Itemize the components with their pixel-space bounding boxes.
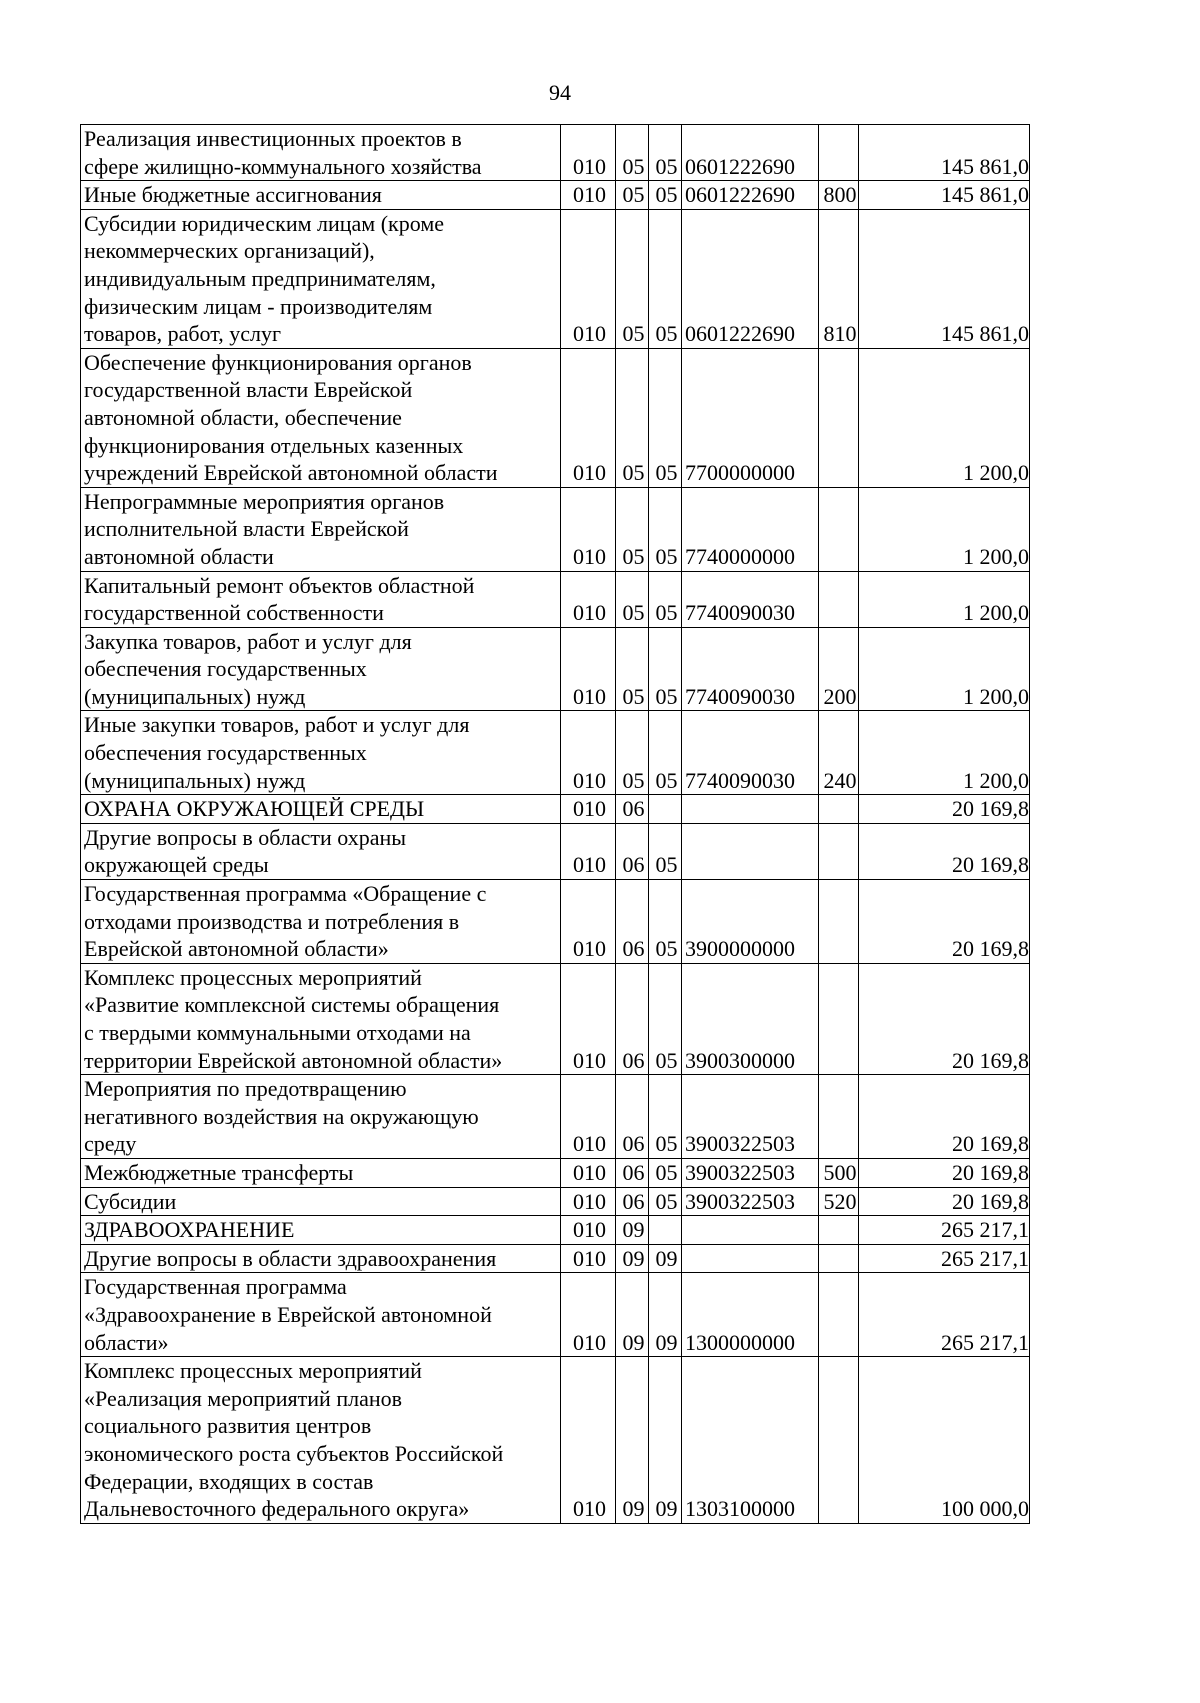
table-row: [81, 711, 1030, 795]
amount-cell: 1 200,0: [859, 627, 1030, 711]
subsection-code-cell: 05: [649, 487, 682, 571]
table-row: [81, 880, 1030, 964]
target-article-cell: [682, 1244, 819, 1273]
target-article-cell: 3900322503: [682, 1158, 819, 1187]
amount-cell: 145 861,0: [859, 209, 1030, 348]
row-name-cell: Капитальный ремонт объектов областной государственной собственности: [81, 571, 561, 627]
grbs-code-cell: 010: [561, 1357, 616, 1524]
table-row: [81, 125, 1030, 181]
subsection-code-cell: 05: [649, 627, 682, 711]
target-article-cell: 1303100000: [682, 1357, 819, 1524]
target-article-cell: 3900322503: [682, 1075, 819, 1159]
subsection-code-cell: 05: [649, 963, 682, 1074]
row-name-cell: ОХРАНА ОКРУЖАЮЩЕЙ СРЕДЫ: [81, 795, 561, 824]
table-row: [81, 627, 1030, 711]
amount-cell: 20 169,8: [859, 1158, 1030, 1187]
target-article-cell: 7700000000: [682, 348, 819, 487]
table-row: [81, 963, 1030, 1074]
expense-type-cell: [819, 880, 859, 964]
amount-cell: 1 200,0: [859, 487, 1030, 571]
row-name-cell: Непрограммные мероприятия органов исполнительной власти Еврейской автономной области: [81, 487, 561, 571]
expense-type-cell: [819, 1244, 859, 1273]
grbs-code-cell: 010: [561, 627, 616, 711]
section-code-cell: 06: [616, 1158, 649, 1187]
grbs-code-cell: 010: [561, 963, 616, 1074]
grbs-code-cell: 010: [561, 1216, 616, 1245]
amount-cell: 20 169,8: [859, 1187, 1030, 1216]
subsection-code-cell: 05: [649, 711, 682, 795]
subsection-code-cell: [649, 795, 682, 824]
amount-cell: 145 861,0: [859, 181, 1030, 210]
subsection-code-cell: 05: [649, 571, 682, 627]
expense-type-cell: 200: [819, 627, 859, 711]
target-article-cell: [682, 823, 819, 879]
target-article-cell: 0601222690: [682, 181, 819, 210]
subsection-code-cell: 05: [649, 181, 682, 210]
target-article-cell: 7740090030: [682, 627, 819, 711]
amount-cell: 20 169,8: [859, 795, 1030, 824]
grbs-code-cell: 010: [561, 795, 616, 824]
amount-cell: 145 861,0: [859, 125, 1030, 181]
subsection-code-cell: 09: [649, 1357, 682, 1524]
section-code-cell: 09: [616, 1273, 649, 1357]
table-row: [81, 1273, 1030, 1357]
target-article-cell: [682, 1216, 819, 1245]
table-row: [81, 1216, 1030, 1245]
table-row: [81, 1357, 1030, 1524]
row-name-cell: Другие вопросы в области охраны окружающей среды: [81, 823, 561, 879]
amount-cell: 1 200,0: [859, 348, 1030, 487]
expense-type-cell: [819, 823, 859, 879]
subsection-code-cell: 09: [649, 1273, 682, 1357]
table-row: [81, 209, 1030, 348]
expense-type-cell: [819, 348, 859, 487]
section-code-cell: 06: [616, 823, 649, 879]
expense-type-cell: [819, 963, 859, 1074]
grbs-code-cell: 010: [561, 125, 616, 181]
section-code-cell: 06: [616, 1075, 649, 1159]
subsection-code-cell: 09: [649, 1244, 682, 1273]
row-name-cell: Мероприятия по предотвращению негативного воздействия на окружающую среду: [81, 1075, 561, 1159]
amount-cell: 1 200,0: [859, 711, 1030, 795]
grbs-code-cell: 010: [561, 880, 616, 964]
section-code-cell: 05: [616, 348, 649, 487]
target-article-cell: 0601222690: [682, 209, 819, 348]
amount-cell: 265 217,1: [859, 1273, 1030, 1357]
section-code-cell: 09: [616, 1244, 649, 1273]
page-number: 94: [549, 80, 571, 105]
subsection-code-cell: 05: [649, 1075, 682, 1159]
expense-type-cell: [819, 571, 859, 627]
row-name-cell: Субсидии: [81, 1187, 561, 1216]
amount-cell: 20 169,8: [859, 880, 1030, 964]
expense-type-cell: [819, 1075, 859, 1159]
target-article-cell: 0601222690: [682, 125, 819, 181]
subsection-code-cell: 05: [649, 880, 682, 964]
section-code-cell: 09: [616, 1357, 649, 1524]
expense-type-cell: [819, 1273, 859, 1357]
subsection-code-cell: 05: [649, 209, 682, 348]
target-article-cell: 7740090030: [682, 571, 819, 627]
grbs-code-cell: 010: [561, 711, 616, 795]
table-row: [81, 1075, 1030, 1159]
row-name-cell: Иные бюджетные ассигнования: [81, 181, 561, 210]
subsection-code-cell: 05: [649, 348, 682, 487]
section-code-cell: 05: [616, 125, 649, 181]
target-article-cell: [682, 795, 819, 824]
section-code-cell: 05: [616, 209, 649, 348]
expense-type-cell: [819, 487, 859, 571]
target-article-cell: 3900300000: [682, 963, 819, 1074]
table-row: [81, 487, 1030, 571]
amount-cell: 265 217,1: [859, 1244, 1030, 1273]
section-code-cell: 05: [616, 711, 649, 795]
target-article-cell: 3900322503: [682, 1187, 819, 1216]
section-code-cell: 05: [616, 627, 649, 711]
table-body: [81, 125, 1030, 1524]
row-name-cell: Обеспечение функционирования органов государственной власти Еврейской автономной области, обеспечение функционирования отдельных казенных учреждений Еврейской автономной области: [81, 348, 561, 487]
table-row: [81, 1244, 1030, 1273]
grbs-code-cell: 010: [561, 1158, 616, 1187]
budget-table: [80, 124, 1030, 1524]
section-code-cell: 09: [616, 1216, 649, 1245]
amount-cell: 20 169,8: [859, 823, 1030, 879]
expense-type-cell: [819, 1357, 859, 1524]
row-name-cell: ЗДРАВООХРАНЕНИЕ: [81, 1216, 561, 1245]
section-code-cell: 06: [616, 1187, 649, 1216]
target-article-cell: 7740090030: [682, 711, 819, 795]
row-name-cell: Комплекс процессных мероприятий «Развитие комплексной системы обращения с твердыми коммунальными отходами на территории Еврейской автономной области»: [81, 963, 561, 1074]
grbs-code-cell: 010: [561, 181, 616, 210]
row-name-cell: Другие вопросы в области здравоохранения: [81, 1244, 561, 1273]
table-row: [81, 1158, 1030, 1187]
target-article-cell: 1300000000: [682, 1273, 819, 1357]
subsection-code-cell: 05: [649, 823, 682, 879]
amount-cell: 265 217,1: [859, 1216, 1030, 1245]
subsection-code-cell: 05: [649, 1158, 682, 1187]
grbs-code-cell: 010: [561, 823, 616, 879]
grbs-code-cell: 010: [561, 571, 616, 627]
expense-type-cell: [819, 1216, 859, 1245]
section-code-cell: 06: [616, 880, 649, 964]
section-code-cell: 05: [616, 487, 649, 571]
grbs-code-cell: 010: [561, 487, 616, 571]
table-row: [81, 823, 1030, 879]
row-name-cell: Государственная программа «Здравоохранение в Еврейской автономной области»: [81, 1273, 561, 1357]
row-name-cell: Реализация инвестиционных проектов в сфере жилищно-коммунального хозяйства: [81, 125, 561, 181]
row-name-cell: Государственная программа «Обращение с отходами производства и потребления в Еврейской автономной области»: [81, 880, 561, 964]
grbs-code-cell: 010: [561, 1244, 616, 1273]
table-row: [81, 795, 1030, 824]
grbs-code-cell: 010: [561, 1273, 616, 1357]
row-name-cell: Комплекс процессных мероприятий «Реализация мероприятий планов социального развития центров экономического роста субъектов Российской Федерации, входящих в состав Дальневосточного федерального округа»: [81, 1357, 561, 1524]
section-code-cell: 06: [616, 963, 649, 1074]
section-code-cell: 05: [616, 571, 649, 627]
table-row: [81, 1187, 1030, 1216]
grbs-code-cell: 010: [561, 348, 616, 487]
row-name-cell: Межбюджетные трансферты: [81, 1158, 561, 1187]
expense-type-cell: 800: [819, 181, 859, 210]
target-article-cell: 3900000000: [682, 880, 819, 964]
expense-type-cell: [819, 125, 859, 181]
expense-type-cell: 810: [819, 209, 859, 348]
amount-cell: 100 000,0: [859, 1357, 1030, 1524]
grbs-code-cell: 010: [561, 1187, 616, 1216]
expense-type-cell: 500: [819, 1158, 859, 1187]
amount-cell: 20 169,8: [859, 1075, 1030, 1159]
target-article-cell: 7740000000: [682, 487, 819, 571]
section-code-cell: 06: [616, 795, 649, 824]
table-row: [81, 348, 1030, 487]
section-code-cell: 05: [616, 181, 649, 210]
row-name-cell: Иные закупки товаров, работ и услуг для обеспечения государственных (муниципальных) нужд: [81, 711, 561, 795]
table-row: [81, 181, 1030, 210]
row-name-cell: Закупка товаров, работ и услуг для обеспечения государственных (муниципальных) нужд: [81, 627, 561, 711]
subsection-code-cell: 05: [649, 125, 682, 181]
subsection-code-cell: [649, 1216, 682, 1245]
grbs-code-cell: 010: [561, 209, 616, 348]
row-name-cell: Субсидии юридическим лицам (кроме некоммерческих организаций), индивидуальным предпринимателям, физическим лицам - производителям товаров, работ, услуг: [81, 209, 561, 348]
expense-type-cell: [819, 795, 859, 824]
expense-type-cell: 520: [819, 1187, 859, 1216]
table-row: [81, 571, 1030, 627]
subsection-code-cell: 05: [649, 1187, 682, 1216]
expense-type-cell: 240: [819, 711, 859, 795]
grbs-code-cell: 010: [561, 1075, 616, 1159]
amount-cell: 1 200,0: [859, 571, 1030, 627]
amount-cell: 20 169,8: [859, 963, 1030, 1074]
